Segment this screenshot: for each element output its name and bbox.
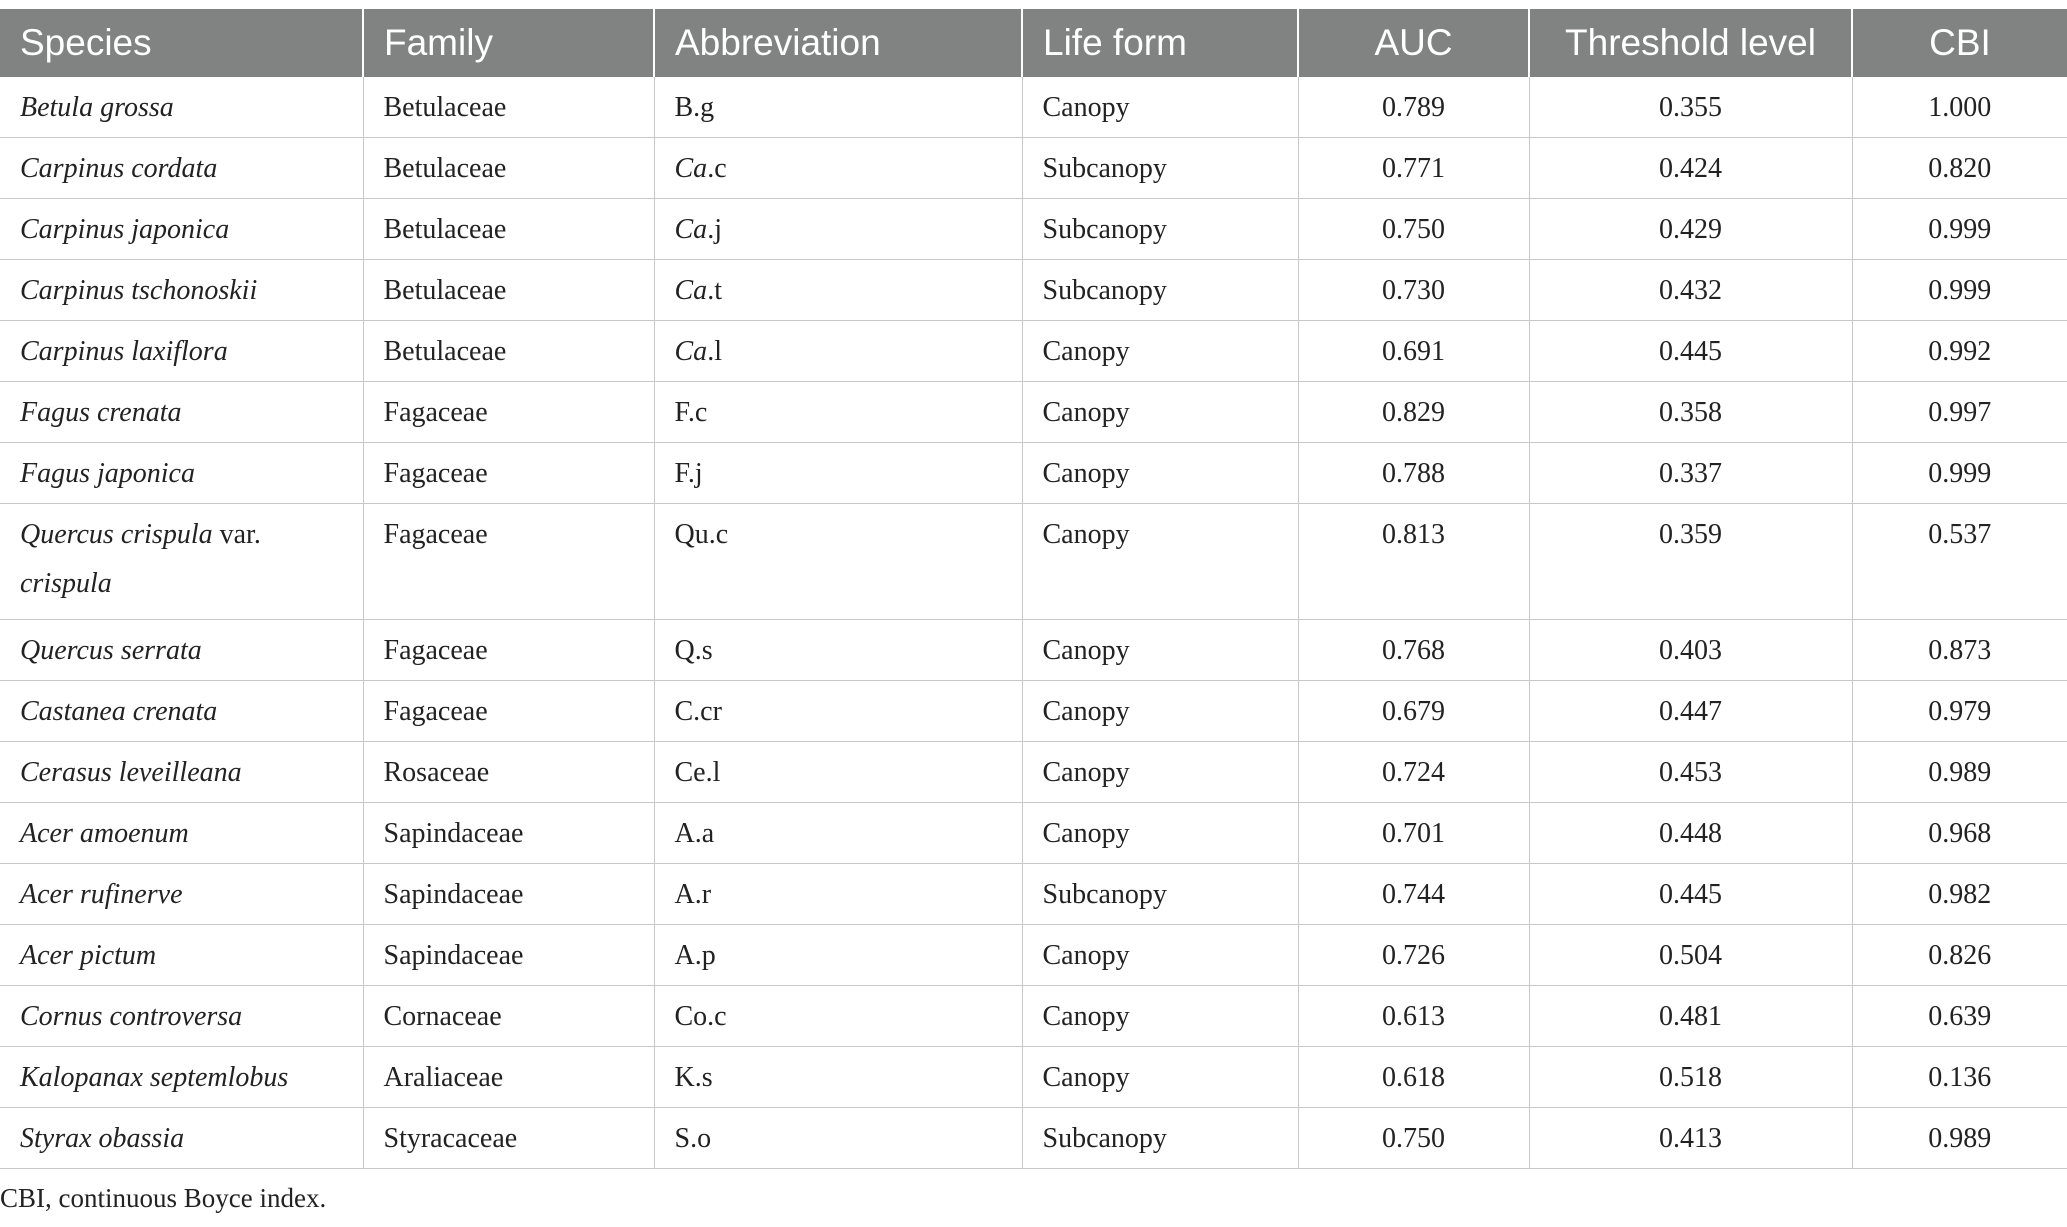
abbreviation-text: Co.c: [674, 1000, 727, 1032]
table-row: [0, 925, 2067, 986]
cell-life-form: Canopy: [1022, 504, 1298, 620]
cell-abbreviation: [654, 925, 1022, 986]
cell-threshold-level: 0.447: [1529, 681, 1852, 742]
species-name: Styrax obassia: [20, 1122, 185, 1154]
table-footnote: CBI, continuous Boyce index.: [0, 1183, 327, 1213]
cell-abbreviation: [654, 803, 1022, 864]
species-name: Carpinus laxiflora: [20, 335, 228, 367]
abbreviation-text: F.c: [674, 396, 708, 428]
cell-life-form: Subcanopy: [1022, 260, 1298, 321]
abbreviation-text: C.cr: [674, 695, 722, 727]
cell-auc: 0.613: [1298, 986, 1529, 1047]
table-row: [0, 199, 2067, 260]
cell-life-form: Canopy: [1022, 803, 1298, 864]
cell-species: [0, 803, 363, 864]
cell-cbi: 0.999: [1852, 260, 2067, 321]
table-row: [0, 504, 2067, 620]
species-name: Betula grossa: [20, 91, 174, 123]
table-row: [0, 1047, 2067, 1108]
header-threshold-level: Threshold level: [1529, 9, 1852, 77]
cell-life-form: Canopy: [1022, 925, 1298, 986]
cell-auc: 0.679: [1298, 681, 1529, 742]
abbreviation-text: .c: [707, 152, 727, 184]
table-row: [0, 986, 2067, 1047]
cell-auc: 0.701: [1298, 803, 1529, 864]
cell-threshold-level: 0.358: [1529, 382, 1852, 443]
cell-life-form: Canopy: [1022, 443, 1298, 504]
species-name: Kalopanax septemlobus: [20, 1061, 289, 1093]
cell-species: [0, 620, 363, 681]
abbreviation-text: Q.s: [674, 634, 713, 666]
table-row: [0, 803, 2067, 864]
abbreviation-text: A.r: [674, 878, 712, 910]
cell-cbi: 0.999: [1852, 199, 2067, 260]
header-family: Family: [363, 9, 654, 77]
species-name: Cornus controversa: [20, 1000, 243, 1032]
cell-family: Sapindaceae: [363, 803, 654, 864]
table-row: [0, 443, 2067, 504]
species-name: Quercus crispula: [20, 519, 213, 550]
species-rank: var.: [212, 519, 261, 550]
cell-abbreviation: [654, 742, 1022, 803]
table-header: [0, 9, 2067, 77]
cell-abbreviation: [654, 620, 1022, 681]
cell-abbreviation: [654, 199, 1022, 260]
cell-species: [0, 986, 363, 1047]
abbreviation-text: S.o: [674, 1122, 712, 1154]
cell-cbi: 0.979: [1852, 681, 2067, 742]
cell-life-form: Canopy: [1022, 321, 1298, 382]
table-row: [0, 321, 2067, 382]
cell-family: Betulaceae: [363, 199, 654, 260]
table-row: [0, 1108, 2067, 1169]
cell-species: [0, 681, 363, 742]
cell-life-form: Subcanopy: [1022, 864, 1298, 925]
table-row: [0, 138, 2067, 199]
cell-threshold-level: 0.445: [1529, 864, 1852, 925]
table-row: [0, 260, 2067, 321]
cell-threshold-level: 0.432: [1529, 260, 1852, 321]
cell-cbi: 0.537: [1852, 504, 2067, 620]
cell-abbreviation: [654, 443, 1022, 504]
cell-family: Fagaceae: [363, 443, 654, 504]
table-row: [0, 742, 2067, 803]
cell-life-form: Canopy: [1022, 742, 1298, 803]
cell-abbreviation: [654, 864, 1022, 925]
abbreviation-text: .l: [707, 335, 722, 367]
species-name: Carpinus tschonoskii: [20, 274, 258, 306]
cell-family: Fagaceae: [363, 382, 654, 443]
table-body: [0, 77, 2067, 1169]
species-name: Acer pictum: [20, 939, 157, 971]
cell-auc: 0.789: [1298, 77, 1529, 138]
cell-species: [0, 504, 363, 620]
cell-cbi: 0.968: [1852, 803, 2067, 864]
cell-threshold-level: 0.403: [1529, 620, 1852, 681]
abbreviation-text: A.p: [674, 939, 716, 971]
species-name: Acer rufinerve: [20, 878, 183, 910]
species-name: Carpinus cordata: [20, 152, 218, 184]
cell-auc: 0.750: [1298, 1108, 1529, 1169]
cell-threshold-level: 0.429: [1529, 199, 1852, 260]
cell-threshold-level: 0.445: [1529, 321, 1852, 382]
cell-abbreviation: [654, 681, 1022, 742]
cell-threshold-level: 0.518: [1529, 1047, 1852, 1108]
cell-abbreviation: [654, 382, 1022, 443]
cell-cbi: 0.136: [1852, 1047, 2067, 1108]
cell-life-form: Canopy: [1022, 620, 1298, 681]
cell-auc: 0.744: [1298, 864, 1529, 925]
cell-species: [0, 925, 363, 986]
species-name: Cerasus leveilleana: [20, 756, 242, 788]
cell-auc: 0.788: [1298, 443, 1529, 504]
header-auc: AUC: [1298, 9, 1529, 77]
cell-species: [0, 138, 363, 199]
cell-abbreviation: [654, 986, 1022, 1047]
cell-cbi: 0.639: [1852, 986, 2067, 1047]
cell-family: Betulaceae: [363, 138, 654, 199]
cell-abbreviation: [654, 1047, 1022, 1108]
abbreviation-text: K.s: [674, 1061, 713, 1093]
cell-life-form: Canopy: [1022, 1047, 1298, 1108]
abbreviation-text: A.a: [674, 817, 715, 849]
table-row: [0, 620, 2067, 681]
cell-family: Betulaceae: [363, 260, 654, 321]
cell-cbi: 0.826: [1852, 925, 2067, 986]
table-row: [0, 77, 2067, 138]
cell-species: [0, 199, 363, 260]
cell-cbi: 0.992: [1852, 321, 2067, 382]
cell-cbi: 0.997: [1852, 382, 2067, 443]
cell-life-form: Canopy: [1022, 77, 1298, 138]
abbreviation-genus: Ca: [674, 335, 708, 367]
header-cbi: CBI: [1852, 9, 2067, 77]
cell-life-form: Subcanopy: [1022, 138, 1298, 199]
species-name: Castanea crenata: [20, 695, 218, 727]
cell-life-form: Subcanopy: [1022, 199, 1298, 260]
cell-abbreviation: [654, 138, 1022, 199]
cell-auc: 0.768: [1298, 620, 1529, 681]
abbreviation-text: .t: [707, 274, 722, 306]
cell-cbi: 0.999: [1852, 443, 2067, 504]
cell-family: Fagaceae: [363, 620, 654, 681]
species-name: Fagus crenata: [20, 396, 182, 428]
cell-auc: 0.771: [1298, 138, 1529, 199]
cell-family: Fagaceae: [363, 681, 654, 742]
cell-auc: 0.618: [1298, 1047, 1529, 1108]
cell-species: [0, 1047, 363, 1108]
abbreviation-text: .j: [707, 213, 722, 245]
cell-threshold-level: 0.413: [1529, 1108, 1852, 1169]
cell-species: [0, 864, 363, 925]
cell-cbi: 1.000: [1852, 77, 2067, 138]
cell-species: [0, 1108, 363, 1169]
cell-family: Sapindaceae: [363, 864, 654, 925]
cell-life-form: Subcanopy: [1022, 1108, 1298, 1169]
abbreviation-genus: Ca: [674, 152, 708, 184]
cell-family: Sapindaceae: [363, 925, 654, 986]
cell-family: Fagaceae: [363, 504, 654, 620]
abbreviation-genus: Ca: [674, 213, 708, 245]
species-name: Quercus serrata: [20, 634, 202, 666]
header-row: [0, 9, 2067, 77]
cell-family: Betulaceae: [363, 321, 654, 382]
cell-species: [0, 321, 363, 382]
cell-species: [0, 77, 363, 138]
cell-abbreviation: [654, 77, 1022, 138]
table-row: [0, 681, 2067, 742]
cell-threshold-level: 0.355: [1529, 77, 1852, 138]
cell-cbi: 0.820: [1852, 138, 2067, 199]
cell-family: Betulaceae: [363, 77, 654, 138]
cell-auc: 0.750: [1298, 199, 1529, 260]
cell-threshold-level: 0.504: [1529, 925, 1852, 986]
cell-life-form: Canopy: [1022, 681, 1298, 742]
cell-abbreviation: [654, 504, 1022, 620]
cell-species: [0, 382, 363, 443]
cell-threshold-level: 0.453: [1529, 742, 1852, 803]
cell-cbi: 0.873: [1852, 620, 2067, 681]
species-name: Carpinus japonica: [20, 213, 230, 245]
cell-family: Cornaceae: [363, 986, 654, 1047]
cell-cbi: 0.989: [1852, 1108, 2067, 1169]
cell-auc: 0.829: [1298, 382, 1529, 443]
cell-life-form: Canopy: [1022, 382, 1298, 443]
abbreviation-text: Ce.l: [674, 756, 721, 788]
table-row: [0, 382, 2067, 443]
header-abbreviation: Abbreviation: [654, 9, 1022, 77]
table-row: [0, 864, 2067, 925]
cell-threshold-level: 0.424: [1529, 138, 1852, 199]
cell-abbreviation: [654, 260, 1022, 321]
species-model-table-container: [0, 9, 2067, 1169]
abbreviation-text: B.g: [674, 91, 715, 123]
cell-auc: 0.730: [1298, 260, 1529, 321]
cell-auc: 0.726: [1298, 925, 1529, 986]
cell-species: [0, 260, 363, 321]
abbreviation-text: Qu.c: [674, 519, 729, 550]
cell-auc: 0.691: [1298, 321, 1529, 382]
cell-auc: 0.724: [1298, 742, 1529, 803]
cell-threshold-level: 0.359: [1529, 504, 1852, 620]
cell-cbi: 0.982: [1852, 864, 2067, 925]
cell-auc: 0.813: [1298, 504, 1529, 620]
cell-abbreviation: [654, 1108, 1022, 1169]
cell-threshold-level: 0.337: [1529, 443, 1852, 504]
abbreviation-text: F.j: [674, 457, 703, 489]
species-name: Acer amoenum: [20, 817, 189, 849]
cell-life-form: Canopy: [1022, 986, 1298, 1047]
cell-family: Araliaceae: [363, 1047, 654, 1108]
cell-family: Rosaceae: [363, 742, 654, 803]
species-name-continued: crispula: [20, 568, 112, 599]
species-name: Fagus japonica: [20, 457, 195, 489]
cell-abbreviation: [654, 321, 1022, 382]
header-life-form: Life form: [1022, 9, 1298, 77]
species-model-table: [0, 9, 2067, 1169]
cell-threshold-level: 0.448: [1529, 803, 1852, 864]
cell-threshold-level: 0.481: [1529, 986, 1852, 1047]
cell-species: [0, 742, 363, 803]
cell-species: [0, 443, 363, 504]
cell-family: Styracaceae: [363, 1108, 654, 1169]
header-species: Species: [0, 9, 363, 77]
abbreviation-genus: Ca: [674, 274, 708, 306]
cell-cbi: 0.989: [1852, 742, 2067, 803]
